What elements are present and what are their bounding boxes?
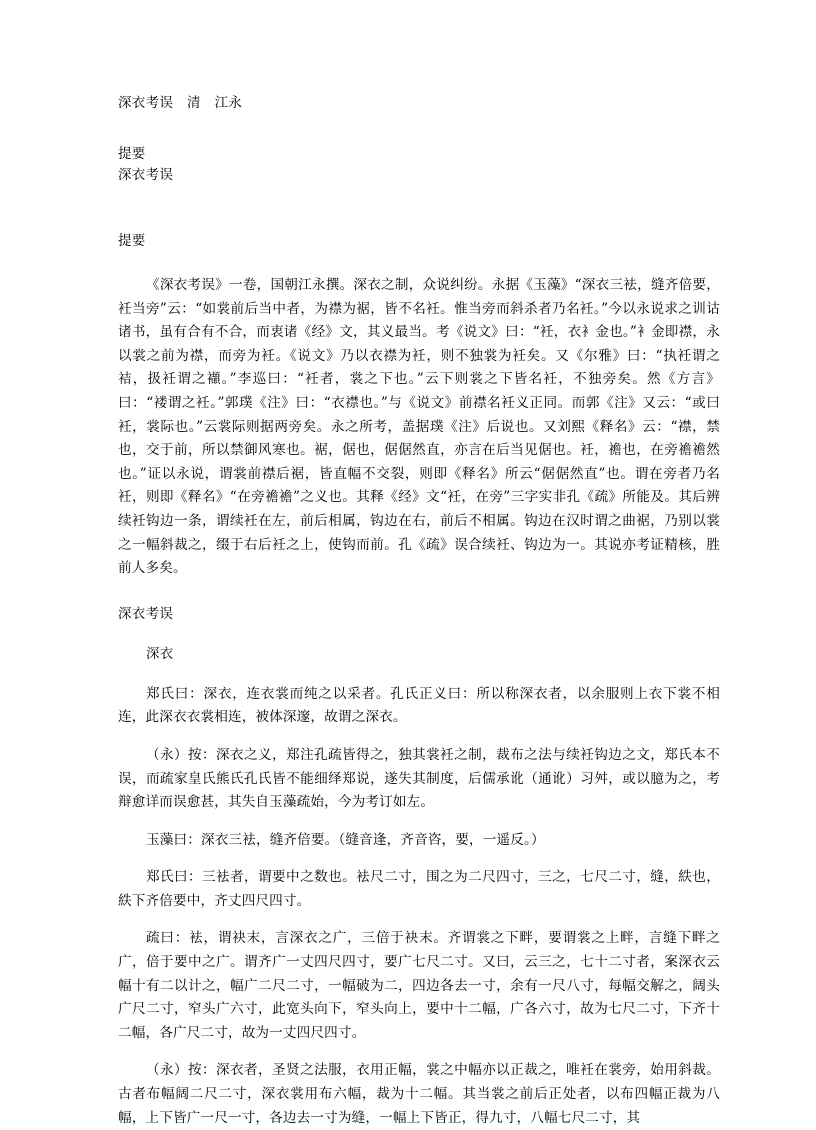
spacer	[118, 581, 720, 603]
paragraph-yuzao-yue: 玉藻曰：深衣三袪，缝齐倍要。（缝音逢，齐音咨，要，一遥反。）	[146, 831, 545, 848]
paragraph-zhengshi-yue-2: 郑氏曰：三袪者，谓要中之数也。袪尺二寸，围之为二尺四寸，三之，七尺二寸，缝，紩也，紩下齐倍要中，齐丈四尺四寸。	[118, 869, 720, 909]
spacer	[118, 913, 720, 927]
spacer	[118, 252, 720, 274]
spacer	[118, 665, 720, 683]
front-matter-item-toc-2: 深衣考误	[118, 167, 174, 183]
paragraph-shu-yue: 疏曰：袪，谓袂末，言深衣之广，三倍于袂末。齐谓裳之下畔，要谓裳之上畔，言缝下畔之广，倍于要中之广。谓齐广一丈四尺四寸，要广七尺二寸。又曰，云三之，七十二寸者，案深衣云幅十有二以计之，幅广二尺二寸，一幅破为二，四边各去一寸，余有一尺八寸，每幅交解之，阔头广尺二寸，窄头广六寸，此宽头向下，窄头向上，要中十二幅，广各六寸，故为七尺二寸，下齐十二幅，各广尺二寸，故为一丈四尺四寸。	[118, 930, 720, 1041]
spacer	[118, 1045, 720, 1059]
document-header-line: 深衣考误 清 江永	[118, 95, 243, 111]
subsection-heading-shenyi: 深衣	[146, 645, 174, 662]
spacer	[118, 852, 720, 866]
section-heading-shenyikaowu: 深衣考误	[118, 605, 174, 622]
spacer	[118, 730, 720, 744]
spacer	[118, 815, 720, 829]
front-matter-item-toc-1: 提要	[118, 146, 146, 162]
paragraph-tiyao-body: 《深衣考误》一卷，国朝江永撰。深衣之制，众说纠纷。永据《玉藻》“深衣三袪，缝齐倍要，衽当旁”云：“如裳前后当中者，为襟为裾，皆不名衽。惟当旁而斜杀者乃名衽。”今以永说求之训诂诸书，虽有合有不合，而衷诸《经》文，其义最当。考《说文》曰：“衽，衣衤金也。”衤金即襟，永以裳之前为襟，而旁为衽。《说文》乃以衣襟为衽，则不独裳为衽矣。又《尔雅》曰：“执衽谓之袺，扱衽谓之襭。”李巡曰：“衽者，裳之下也。”云下则裳之下皆名衽，不独旁矣。然《方言》曰：“褛谓之衽。”郭璞《注》曰：“衣襟也。”与《说文》前襟名衽义正同。而郭《注》又云：“或曰衽，裳际也。”云裳际则据两旁矣。永之所考，盖据璞《注》后说也。又刘熙《释名》云：“襟，禁也，交于前，所以禁御风寒也。裾，倨也，倨倨然直，亦言在后当见倨也。衽，襜也，在旁襜襜然也。”证以永说，谓裳前襟后裾，皆直幅不交裂，则即《释名》所云“倨倨然直”也。谓在旁者乃名衽，则即《释名》“在旁襜襜”之义也。其释《经》文“衽，在旁”三字实非孔《疏》所能及。其后辨续衽钩边一条，谓续衽在左，前后相属，钩边在右，前后不相属。钩边在汉时谓之曲裾，乃别以裳之一幅斜裁之，缀于右后衽之上，使钩而前。孔《疏》误合续衽、钩边为一。其说亦考证精核，胜前人多矣。	[118, 277, 720, 577]
paragraph-zhengshi-yue: 郑氏曰：深衣，连衣裳而纯之以采者。孔氏正义曰：所以称深衣者，以余服则上衣下裳不相连，此深衣衣裳相连，被体深邃，故谓之深衣。	[118, 685, 720, 726]
paragraph-yong-an-1: （永）按：深衣之义，郑注孔疏皆得之，独其裳衽之制，裁布之法与续衽钩边之文，郑氏本不误，而疏家皇氏熊氏孔氏皆不能细绎郑说，遂失其制度，后儒承讹（通讹）习舛，或以臆为之，考辩愈详而误愈甚，其失自玉藻疏始，今为考订如左。	[118, 746, 720, 811]
spacer	[118, 186, 720, 230]
spacer	[118, 625, 720, 643]
paragraph-yong-an-2: （永）按：深衣者，圣贤之法服，衣用正幅，裳之中幅亦以正裁之，唯衽在裳旁，始用斜裁。古者布幅阔二尺二寸，深衣裳用布六幅，裁为十二幅。其当裳之前后正处者，以布四幅正裁为八幅，上下皆广一尺一寸，各边去一寸为缝，一幅上下皆正，得九寸，八幅七尺二寸，其	[118, 1062, 720, 1126]
section-heading-tiyao: 提要	[118, 233, 146, 249]
spacer	[118, 114, 720, 144]
